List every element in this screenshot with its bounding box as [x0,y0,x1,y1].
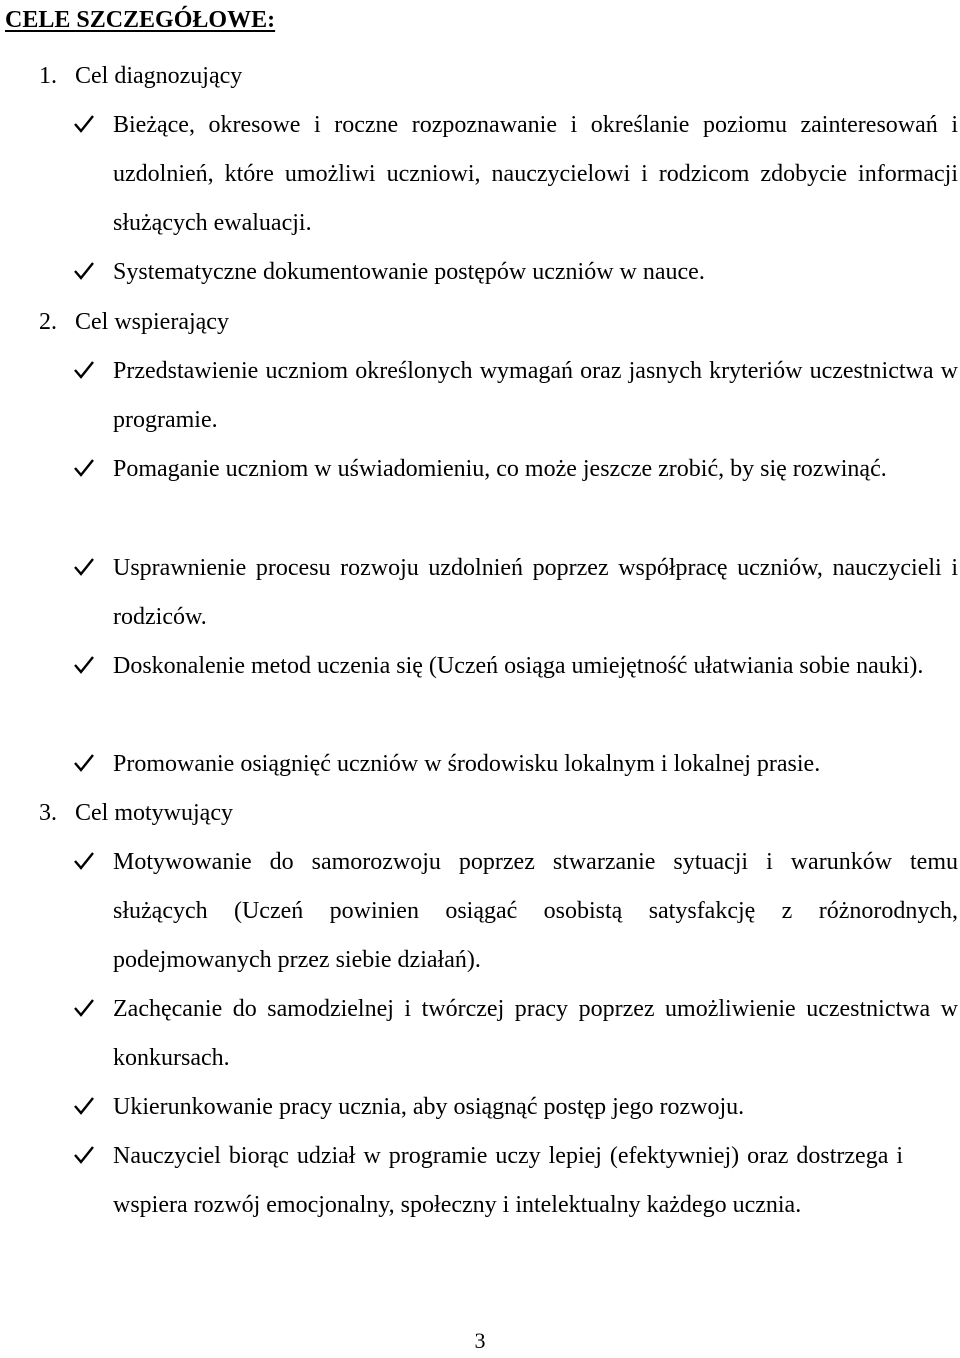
list-item-text: Zachęcanie do samodzielnej i twórczej pracy poprzez umożliwienie uczestnictwa w konkursach. [113,996,958,1071]
checkmark-icon [73,740,99,789]
section-title: Cel diagnozujący [75,63,243,89]
list-item-text: Usprawnienie procesu rozwoju uzdolnień poprzez współpracę uczniów, nauczycieli i rodziców. [113,555,958,630]
list-item [113,740,958,789]
page-number: 3 [474,1328,486,1353]
checkmark-icon [73,544,99,593]
checkmark-icon [73,248,99,297]
page-title: CELE SZCZEGÓŁOWE: [5,7,276,33]
list-item [113,248,958,297]
section-number: 1. [39,63,57,89]
list-item-text: Bieżące, okresowe i roczne rozpoznawanie i określanie poziomu zainteresowań i uzdolnień, które umożliwi uczniowi, nauczycielowi i rodzicom zdobycie informacji służących ewaluacji. [113,112,958,236]
checkmark-icon [73,1132,99,1181]
section-title: Cel motywujący [75,800,233,826]
list-item [113,445,958,494]
checkmark-icon [73,445,99,494]
list-item-text: Przedstawienie uczniom określonych wymagań oraz jasnych kryteriów uczestnictwa w programie. [113,358,958,433]
section-heading-1 [39,52,242,101]
checkmark-icon [73,101,99,150]
checkmark-icon [73,347,99,396]
list-item [113,985,958,1083]
section-heading-2 [39,298,229,347]
section-number: 3. [39,800,57,826]
section-title: Cel wspierający [75,309,229,335]
list-item-text: Ukierunkowanie pracy ucznia, aby osiągnąć postęp jego rozwoju. [113,1094,745,1120]
list-item [113,347,958,445]
section-number: 2. [39,309,57,335]
checkmark-icon [73,1083,99,1132]
checkmark-icon [73,642,99,691]
list-item [113,642,958,691]
section-heading-3 [39,789,233,838]
list-item-text: Promowanie osiągnięć uczniów w środowisku lokalnym i lokalnej prasie. [113,751,821,777]
list-item-text: Motywowanie do samorozwoju poprzez stwarzanie sytuacji i warunków temu służących (Uczeń powinien osiągać osobistą satysfakcję z różnorodnych, podejmowanych przez siebie działań). [113,849,958,973]
list-item-text: Doskonalenie metod uczenia się (Uczeń osiąga umiejętność ułatwiania sobie nauki). [113,653,924,679]
list-item-text: Pomaganie uczniom w uświadomieniu, co może jeszcze zrobić, by się rozwinąć. [113,456,887,482]
checkmark-icon [73,985,99,1034]
list-item [113,1083,958,1132]
list-item-text: Nauczyciel biorąc udział w programie uczy lepiej (efektywniej) oraz dostrzega i wspiera rozwój emocjonalny, społeczny i intelektualny każdego ucznia. [113,1143,903,1218]
checkmark-icon [73,838,99,887]
list-item [113,101,958,248]
list-item [113,838,958,985]
list-item-text: Systematyczne dokumentowanie postępów uczniów w nauce. [113,259,705,285]
list-item [113,1132,903,1230]
list-item [113,544,958,642]
